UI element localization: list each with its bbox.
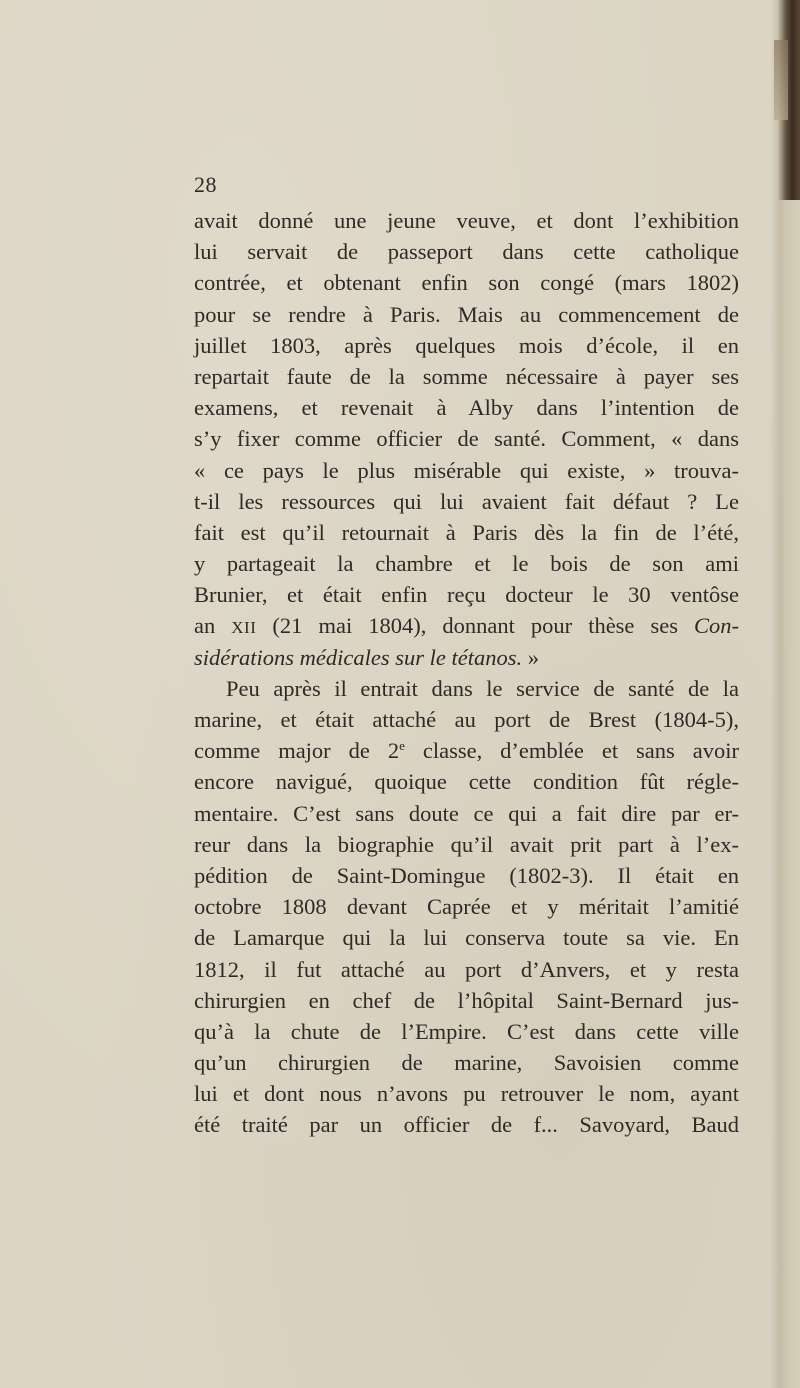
thesis-title: sidérations médicales sur le tétanos. [194, 644, 523, 670]
text-line: lui servait de passeport dans cette catholique [194, 239, 739, 265]
text-line: marine, et était attaché au port de Brest (1804-5), [194, 707, 739, 732]
text-line: octobre 1808 devant Caprée et y méritait l’amitié [194, 894, 739, 920]
text-line: été traité par un officier de f... Savoyard, Baud [194, 1112, 739, 1138]
text-line: fait est qu’il retournait à Paris dès la fin de l’été, [194, 519, 739, 545]
book-spine-edge [770, 0, 800, 1388]
text-line: y partageait la chambre et le bois de son ami [194, 551, 739, 577]
text-line: reur dans la biographie qu’il avait prit part à l’ex- [194, 831, 739, 857]
text-line: juillet 1803, après quelques mois d’école, il en [194, 332, 739, 358]
text-line: examens, et revenait à Alby dans l’intention de [194, 395, 739, 421]
text-line: chirurgien en chef de l’hôpital Saint-Bernard jus- [194, 987, 739, 1013]
text-line: comme major de 2e classe, d’emblée et sans avoir [194, 738, 739, 764]
thesis-title: Con- [694, 613, 739, 639]
text-line: an XII (21 mai 1804), donnant pour thèse ses Con- [194, 613, 739, 639]
text-line: pour se rendre à Paris. Mais au commencement de [194, 301, 739, 327]
text-line: encore navigué, quoique cette condition fût régle- [194, 769, 739, 795]
text-line: lui et dont nous n’avons pu retrouver le nom, ayant [194, 1081, 739, 1107]
text-line: qu’un chirurgien de marine, Savoisien comme [194, 1050, 739, 1076]
small-caps-numeral: XII [231, 618, 257, 638]
text-line: mentaire. C’est sans doute ce qui a fait dire par er- [194, 800, 739, 826]
text-line: 1812, il fut attaché au port d’Anvers, et y resta [194, 956, 739, 982]
text-line: avait donné une jeune veuve, et dont l’exhibition [194, 208, 739, 233]
body-text [194, 205, 739, 1141]
superscript: e [399, 738, 405, 754]
text-line: pédition de Saint-Domingue (1802-3). Il était en [194, 862, 739, 888]
text-line: Brunier, et était enfin reçu docteur le 30 ventôse [194, 582, 739, 608]
paper-tear [774, 40, 788, 120]
text-line: sidérations médicales sur le tétanos. » [194, 644, 539, 670]
page-number: 28 [194, 172, 217, 197]
text-line: de Lamarque qui la lui conserva toute sa vie. En [194, 925, 739, 951]
paragraph-start: Peu après il entrait dans le service de santé de la [226, 675, 739, 701]
text-line: t-il les ressources qui lui avaient fait défaut ? Le [194, 488, 739, 514]
text-line: « ce pays le plus misérable qui existe, » trouva- [194, 457, 739, 483]
text-line: repartait faute de la somme nécessaire à payer ses [194, 363, 739, 389]
text-line: s’y fixer comme officier de santé. Comment, « dans [194, 426, 739, 452]
text-line: contrée, et obtenant enfin son congé (mars 1802) [194, 270, 739, 296]
text-line: qu’à la chute de l’Empire. C’est dans cette ville [194, 1018, 739, 1044]
